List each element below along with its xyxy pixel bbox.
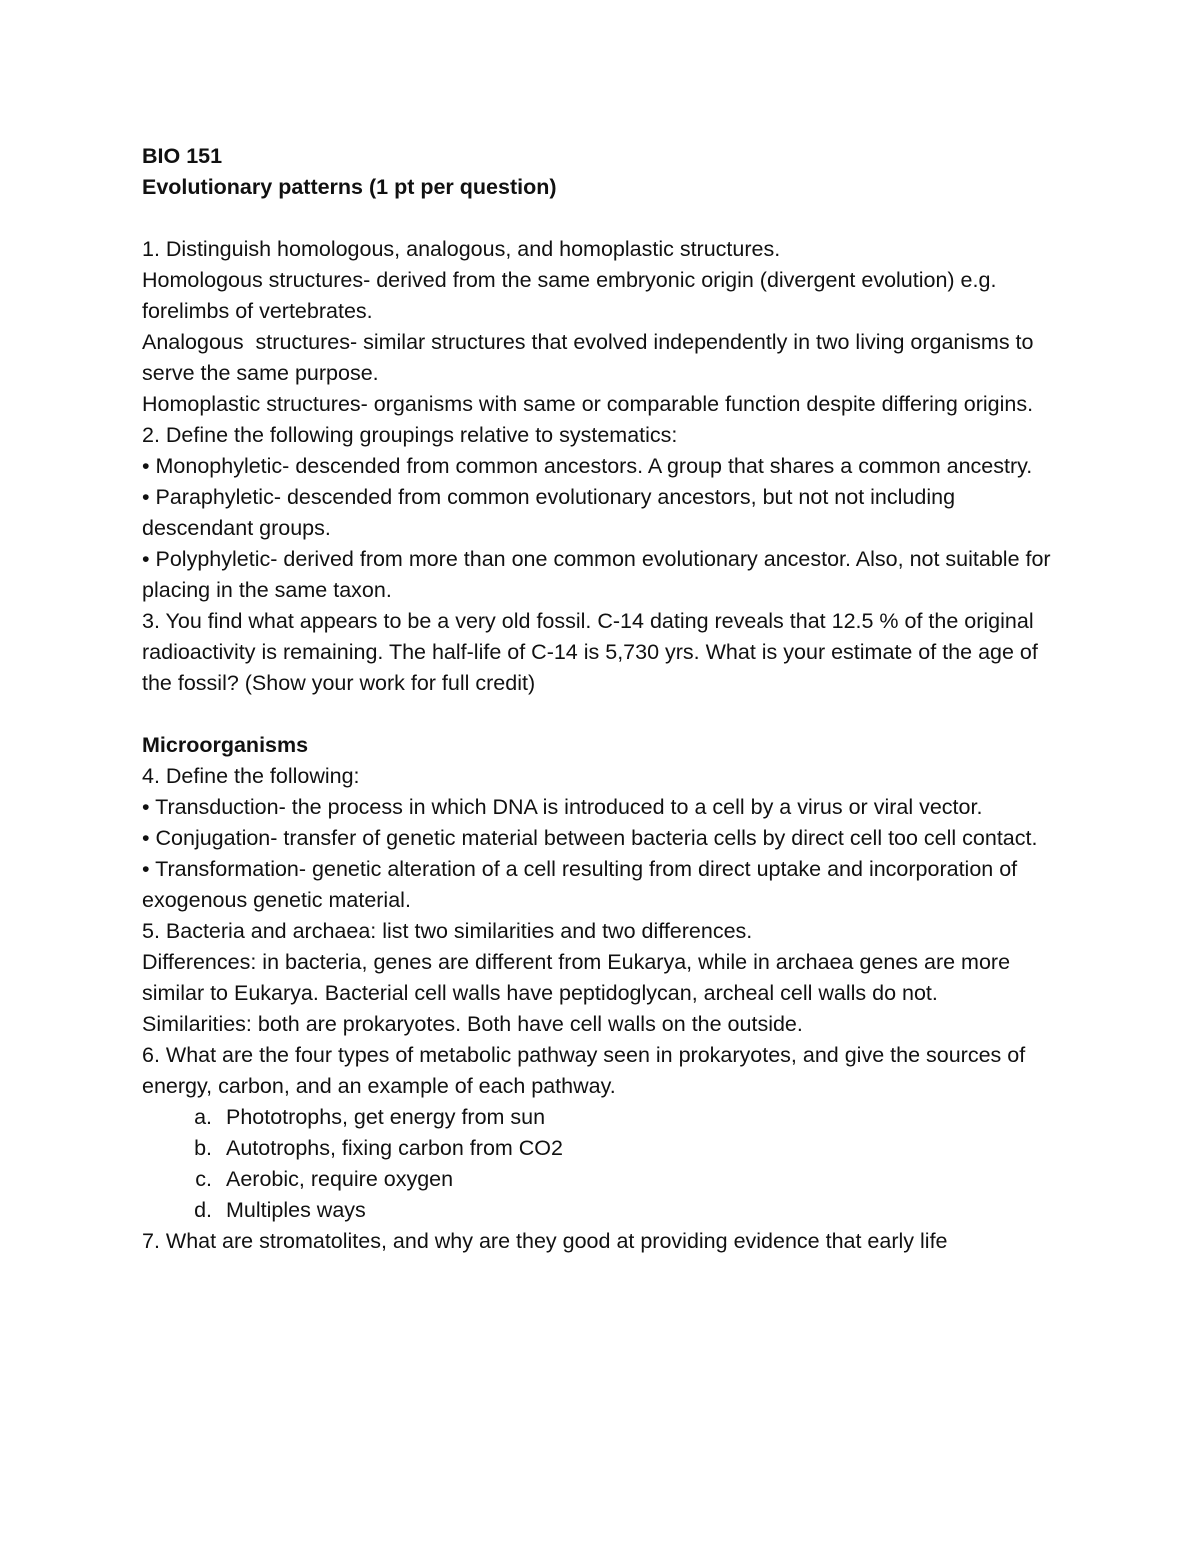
answer-transduction: • Transduction- the process in which DNA is introduced to a cell by a virus or viral vector. [142, 795, 983, 819]
list-item [142, 1133, 1062, 1164]
blank-line [142, 699, 1062, 730]
section-title-microorganisms: Microorganisms [142, 733, 309, 757]
answer-homologous: Homologous structures- derived from the same embryonic origin (divergent evolution) e.g. forelimbs of vertebrates. [142, 268, 1003, 323]
list-item [142, 1102, 1062, 1133]
question-3: 3. You find what appears to be a very old fossil. C-14 dating reveals that 12.5 % of the original radioactivity is remaining. The half-life of C-14 is 5,730 yrs. What is your estimate of the age of the fossil? (Show your work for full credit) [142, 609, 1044, 695]
answer-transformation: • Transformation- genetic alteration of a cell resulting from direct uptake and incorporation of exogenous genetic material. [142, 857, 1024, 912]
answer-analogous: Analogous structures- similar structures that evolved independently in two living organisms to serve the same purpose. [142, 330, 1040, 385]
list-item-text: Aerobic, require oxygen [226, 1167, 454, 1191]
question-4: 4. Define the following: [142, 764, 360, 788]
list-item-text: Phototrophs, get energy from sun [226, 1105, 546, 1129]
answer-similarities: Similarities: both are prokaryotes. Both have cell walls on the outside. [142, 1012, 803, 1036]
list-item [142, 1195, 1062, 1226]
list-marker: a. [194, 1105, 212, 1129]
answer-conjugation: • Conjugation- transfer of genetic material between bacteria cells by direct cell too cell contact. [142, 826, 1038, 850]
blank-line [142, 203, 1062, 234]
list-marker: b. [194, 1136, 212, 1160]
document-body [142, 141, 1062, 1257]
question-7: 7. What are stromatolites, and why are they good at providing evidence that early life [142, 1229, 948, 1253]
question-5: 5. Bacteria and archaea: list two similarities and two differences. [142, 919, 753, 943]
section-title-evolutionary-patterns: Evolutionary patterns (1 pt per question) [142, 175, 557, 199]
list-item [142, 1164, 1062, 1195]
answer-paraphyletic: • Paraphyletic- descended from common evolutionary ancestors, but not not including descendant groups. [142, 485, 962, 540]
list-item-text: Autotrophs, fixing carbon from CO2 [226, 1136, 563, 1160]
course-title: BIO 151 [142, 144, 223, 168]
question-6: 6. What are the four types of metabolic pathway seen in prokaryotes, and give the sources of energy, carbon, and an example of each pathway. [142, 1043, 1032, 1098]
question-1: 1. Distinguish homologous, analogous, and homoplastic structures. [142, 237, 781, 261]
answer-homoplastic: Homoplastic structures- organisms with same or comparable function despite differing origins. [142, 392, 1034, 416]
list-item-text: Multiples ways [226, 1198, 366, 1222]
question-2: 2. Define the following groupings relative to systematics: [142, 423, 678, 447]
list-marker: d. [194, 1198, 212, 1222]
answer-polyphyletic: • Polyphyletic- derived from more than one common evolutionary ancestor. Also, not suitable for placing in the same taxon. [142, 547, 1057, 602]
answer-monophyletic: • Monophyletic- descended from common ancestors. A group that shares a common ancestry. [142, 454, 1033, 478]
list-marker: c. [195, 1167, 212, 1191]
answer-differences: Differences: in bacteria, genes are different from Eukarya, while in archaea genes are more similar to Eukarya. Bacterial cell walls have peptidoglycan, archeal cell walls do not. [142, 950, 1017, 1005]
